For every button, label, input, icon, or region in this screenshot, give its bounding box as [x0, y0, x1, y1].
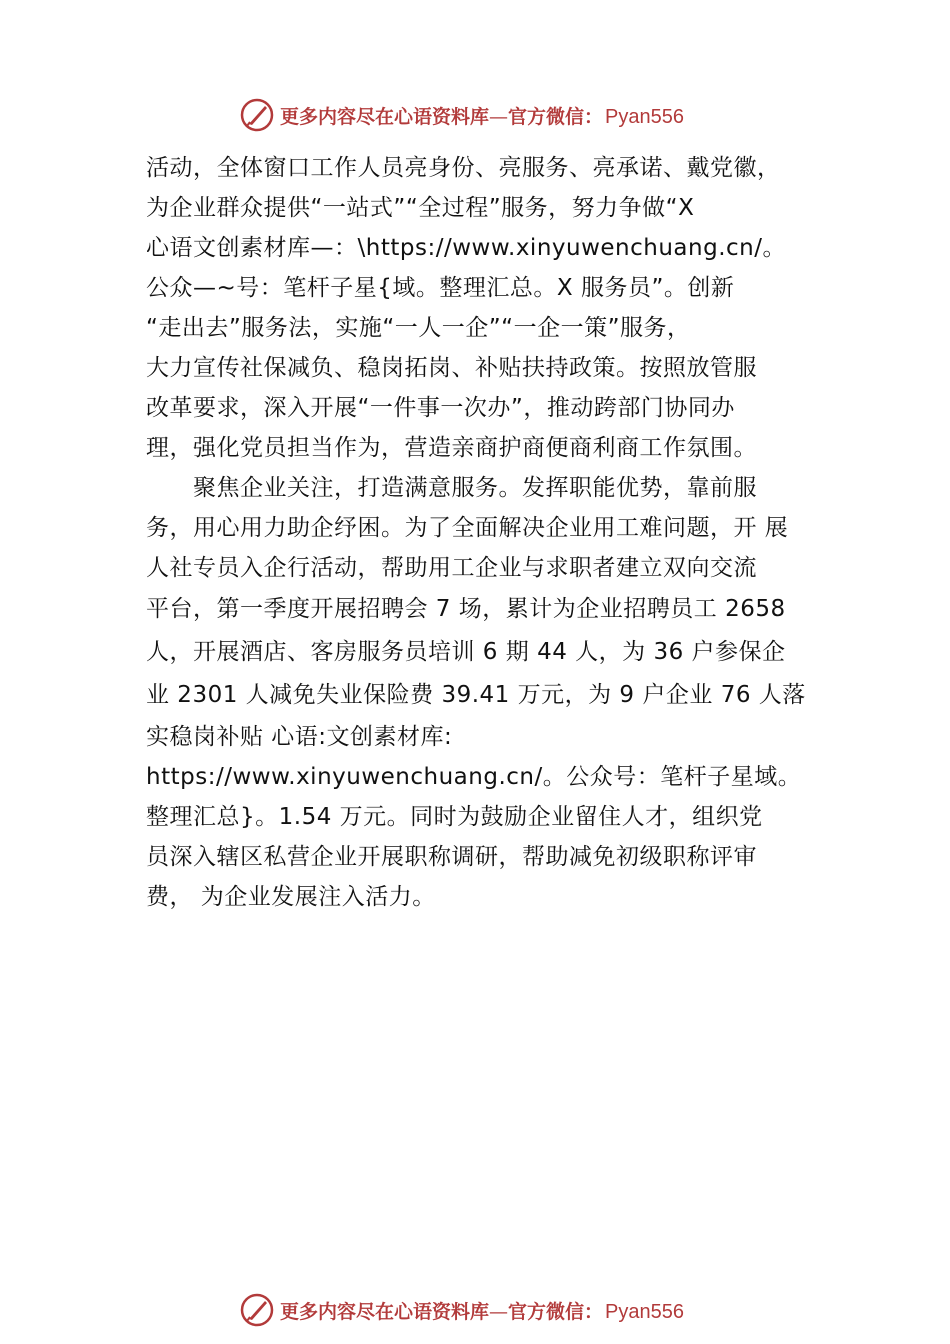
text-line: 为企业群众提供“一站式”“全过程”服务，努力争做“X [146, 195, 695, 221]
text-line: “走出去”服务法，实施“一人一企”“一企一策”服务， [146, 315, 691, 341]
footer-text [280, 1297, 684, 1324]
text-line: 人社专员入企行活动，帮助用工企业与求职者建立双向交流 [146, 555, 757, 581]
text-line: 人，开展酒店、客房服务员培训 6 期 44 人，为 36 户参保企 [146, 639, 786, 665]
quill-pen-seal-icon [240, 98, 274, 132]
footer-banner [240, 1292, 760, 1328]
document-body [146, 148, 826, 917]
text-line: 公众—~号：笔杆子星{域。整理汇总。X 服务员”。创新 [146, 275, 735, 301]
text-line: 业 2301 人减免失业保险费 39.41 万元，为 9 户企业 76 人落 [146, 682, 806, 708]
text-line: https://www.xinyuwenchuang.cn/。公众号：笔杆子星域。 [146, 764, 802, 790]
header-wechat-id: Pyan556 [605, 105, 684, 128]
footer-wechat-id: Pyan556 [605, 1300, 684, 1323]
header-banner [240, 97, 760, 133]
text-line: 平台，第一季度开展招聘会 7 场，累计为企业招聘员工 2658 [146, 596, 786, 622]
text-line: 实稳岗补贴 心语:文创素材库: [146, 724, 453, 750]
text-line: 改革要求，深入开展“一件事一次办”，推动跨部门协同办 [146, 395, 735, 421]
footer-dash: — [489, 1300, 509, 1323]
header-slogan: 更多内容尽在心语资料库 [280, 105, 490, 128]
quill-pen-seal-icon [240, 1293, 274, 1327]
footer-slogan: 更多内容尽在心语资料库 [280, 1300, 490, 1323]
text-line: 大力宣传社保减负、稳岗拓岗、补贴扶持政策。按照放管服 [146, 355, 757, 381]
text-line: 心语文创素材库—：\https://www.xinyuwenchuang.cn/。 [146, 235, 786, 261]
text-line: 活动，全体窗口工作人员亮身份、亮服务、亮承诺、戴党徽， [146, 155, 781, 181]
text-line: 务，用心用力助企纾困。为了全面解决企业用工难问题，开 展 [146, 515, 789, 541]
text-line: 理，强化党员担当作为，营造亲商护商便商利商工作氛围。 [146, 435, 757, 461]
text-line: 聚焦企业关注，打造满意服务。发挥职能优势，靠前服 [146, 475, 757, 501]
header-wechat-label: 官方微信： [508, 105, 604, 128]
header-dash: — [489, 105, 509, 128]
text-line: 员深入辖区私营企业开展职称调研，帮助减免初级职称评审 [146, 844, 757, 870]
footer-wechat-label: 官方微信： [508, 1300, 604, 1323]
text-line: 费， 为企业发展注入活力。 [146, 884, 436, 910]
text-line: 整理汇总}。1.54 万元。同时为鼓励企业留住人才，组织党 [146, 804, 763, 830]
header-text [280, 102, 684, 129]
